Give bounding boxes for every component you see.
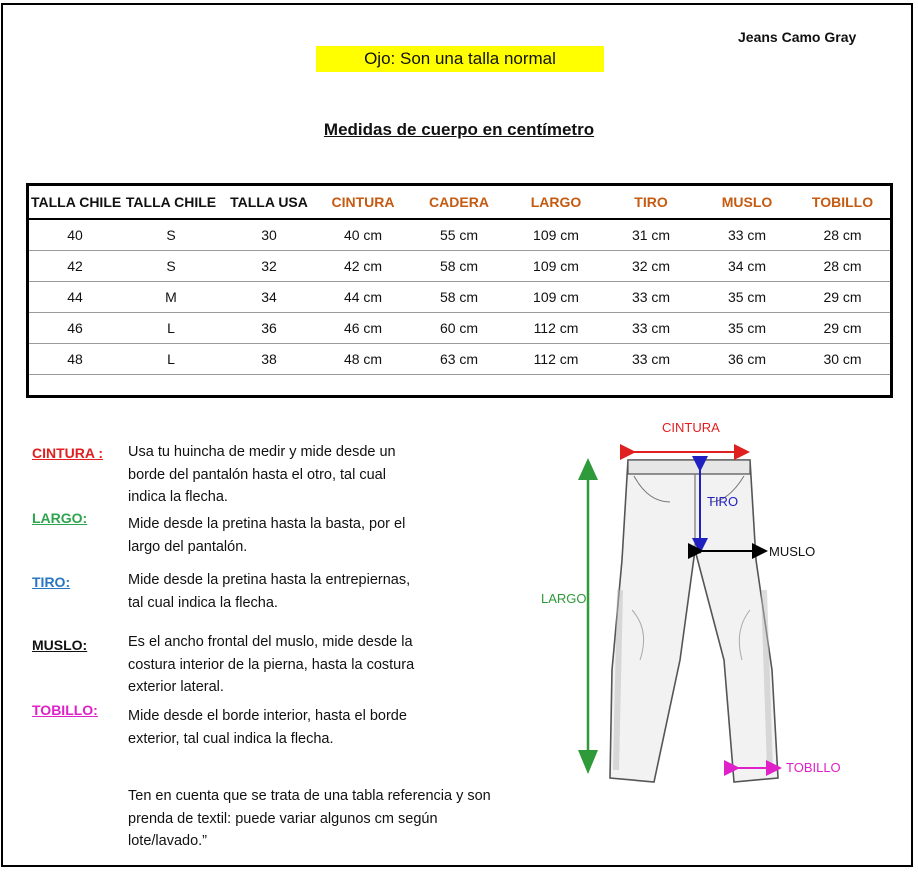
table-cell: 58 cm [409,251,509,282]
column-header: LARGO [509,186,603,219]
column-header: TIRO [603,186,699,219]
guide-label-tobillo: TOBILLO: [32,702,98,718]
table-cell: 36 [221,313,317,344]
diagram-label-tobillo: TOBILLO [786,760,841,775]
table-cell: L [121,313,221,344]
table-cell: 35 cm [699,282,795,313]
guide-label-largo: LARGO: [32,510,88,526]
table-cell: 109 cm [509,251,603,282]
diagram-label-cintura: CINTURA [662,420,720,435]
table-cell: 112 cm [509,313,603,344]
table-cell: 58 cm [409,282,509,313]
notice-banner: Ojo: Son una talla normal [316,46,604,72]
guide-text-muslo: Es el ancho frontal del muslo, mide desde la costura interior de la pierna, hasta la costura exterior lateral. [128,634,415,695]
table-cell: M [121,282,221,313]
table-cell: 44 cm [317,282,409,313]
table-cell: 32 [221,251,317,282]
table-cell: 28 cm [795,251,890,282]
table-cell: 109 cm [509,282,603,313]
table-row [29,219,890,251]
guide-text-cintura: Usa tu huincha de medir y mide desde un borde del pantalón hasta el otro, tal cual indica la flecha. [128,444,396,505]
guide-text-largo: Mide desde la pretina hasta la basta, por el largo del pantalón. [128,516,406,555]
largo-arrow [578,458,598,774]
page-heading: Medidas de cuerpo en centímetro [323,120,595,139]
pants-outline [610,460,778,782]
table-cell: 63 cm [409,344,509,375]
diagram-label-muslo: MUSLO [769,544,816,559]
table-cell: 29 cm [795,282,890,313]
table-cell: 34 cm [699,251,795,282]
column-header: TALLA CHILE [29,186,121,219]
guide-text-tobillo: Mide desde el borde interior, hasta el borde exterior, tal cual indica la flecha. [128,708,407,747]
table-row [29,282,890,313]
column-header: TALLA CHILE [121,186,221,219]
table-cell [29,375,890,406]
table-cell: 48 [29,344,121,375]
table-cell: S [121,251,221,282]
table-cell: 46 [29,313,121,344]
table-cell: S [121,219,221,251]
table-cell: 48 cm [317,344,409,375]
table-row [29,313,890,344]
table-cell: 33 cm [699,219,795,251]
column-header: CADERA [409,186,509,219]
table-cell: 32 cm [603,251,699,282]
column-header: TALLA USA [221,186,317,219]
table-cell: 44 [29,282,121,313]
column-header: CINTURA [317,186,409,219]
table-cell: 109 cm [509,219,603,251]
size-table [26,183,893,398]
table-cell: 36 cm [699,344,795,375]
product-name: Jeans Camo Gray [738,29,857,45]
guide-label-tiro: TIRO: [32,574,71,590]
table-cell: 28 cm [795,219,890,251]
table-row-empty [29,375,890,406]
column-header: TOBILLO [795,186,890,219]
guide-label-muslo: MUSLO: [32,637,88,653]
table-cell: 38 [221,344,317,375]
table-cell: L [121,344,221,375]
table-cell: 40 cm [317,219,409,251]
table-cell: 40 [29,219,121,251]
table-cell: 31 cm [603,219,699,251]
table-cell: 42 [29,251,121,282]
table-cell: 35 cm [699,313,795,344]
table-row [29,251,890,282]
table-cell: 60 cm [409,313,509,344]
disclaimer-note: Ten en cuenta que se trata de una tabla referencia y son prenda de textil: puede variar algunos cm según lote/lavado.” [128,788,491,849]
table-cell: 112 cm [509,344,603,375]
table-cell: 30 [221,219,317,251]
table-cell: 30 cm [795,344,890,375]
table-cell: 34 [221,282,317,313]
table-cell: 46 cm [317,313,409,344]
guide-label-cintura: CINTURA : [32,445,104,461]
column-header: MUSLO [699,186,795,219]
table-cell: 55 cm [409,219,509,251]
table-row [29,344,890,375]
table-cell: 33 cm [603,282,699,313]
table-header-row [29,186,890,219]
diagram-label-largo: LARGO [541,591,587,606]
diagram-label-tiro: TIRO [707,494,739,509]
table-cell: 33 cm [603,344,699,375]
table-cell: 33 cm [603,313,699,344]
table-cell: 42 cm [317,251,409,282]
table-cell: 29 cm [795,313,890,344]
guide-text-tiro: Mide desde la pretina hasta la entrepiernas, tal cual indica la flecha. [128,572,411,611]
